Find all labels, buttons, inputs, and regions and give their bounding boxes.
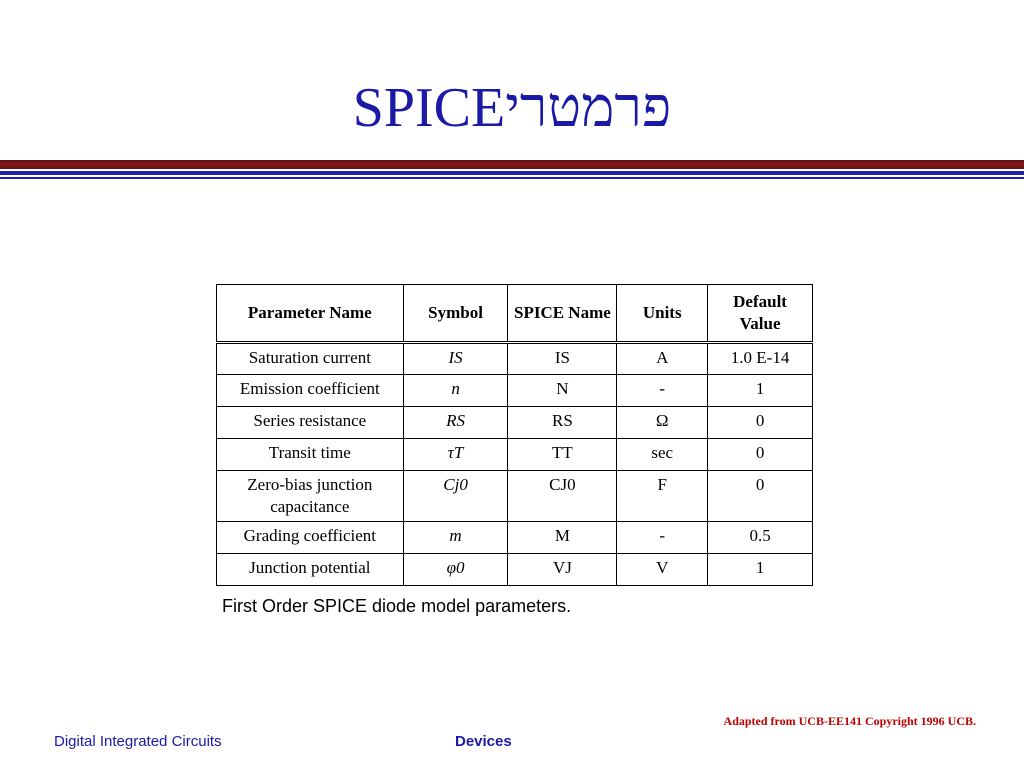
title-underline-blue-thick <box>0 171 1024 175</box>
units-cell: - <box>617 522 708 554</box>
symbol-cell: τT <box>403 439 508 471</box>
spice-name-cell: TT <box>508 439 617 471</box>
spice-name-cell: M <box>508 522 617 554</box>
footer-chapter-title: Devices <box>455 733 512 750</box>
units-cell: sec <box>617 439 708 471</box>
column-header: SPICE Name <box>508 285 617 343</box>
copyright-credit: Adapted from UCB-EE141 Copyright 1996 UCB. <box>723 714 976 728</box>
parameter-name-cell: Series resistance <box>217 407 404 439</box>
spice-name-cell: IS <box>508 343 617 375</box>
column-header: Default Value <box>708 285 813 343</box>
table-caption: First Order SPICE diode model parameters. <box>222 596 572 616</box>
symbol-cell: φ0 <box>403 554 508 586</box>
table-row <box>217 343 813 375</box>
default-value-cell: 1 <box>708 375 813 407</box>
symbol-cell: m <box>403 522 508 554</box>
symbol-cell: Cj0 <box>403 471 508 522</box>
symbol-cell: n <box>403 375 508 407</box>
default-value-cell: 0 <box>708 471 813 522</box>
parameter-name-cell: Grading coefficient <box>217 522 404 554</box>
parameter-name-cell: Transit time <box>217 439 404 471</box>
symbol-cell: RS <box>403 407 508 439</box>
table-row <box>217 554 813 586</box>
units-cell: F <box>617 471 708 522</box>
default-value-cell: 1 <box>708 554 813 586</box>
table-row <box>217 439 813 471</box>
units-cell: V <box>617 554 708 586</box>
spice-name-cell: N <box>508 375 617 407</box>
parameter-name-cell: Emission coefficient <box>217 375 404 407</box>
parameter-name-cell: Zero-bias junction capacitance <box>217 471 404 522</box>
spice-parameter-table <box>216 284 813 586</box>
parameter-name-cell: Saturation current <box>217 343 404 375</box>
default-value-cell: 0.5 <box>708 522 813 554</box>
spice-name-cell: RS <box>508 407 617 439</box>
table-header-row <box>217 285 813 343</box>
table-row <box>217 522 813 554</box>
table-row <box>217 471 813 522</box>
column-header: Parameter Name <box>217 285 404 343</box>
slide-title: SPICEפרמטרי <box>352 77 672 139</box>
default-value-cell: 0 <box>708 439 813 471</box>
table-row <box>217 407 813 439</box>
spice-name-cell: VJ <box>508 554 617 586</box>
spice-name-cell: CJ0 <box>508 471 617 522</box>
column-header: Units <box>617 285 708 343</box>
symbol-cell: IS <box>403 343 508 375</box>
units-cell: Ω <box>617 407 708 439</box>
units-cell: A <box>617 343 708 375</box>
default-value-cell: 1.0 E-14 <box>708 343 813 375</box>
title-underline-blue-thin <box>0 177 1024 179</box>
footer-course-title: Digital Integrated Circuits <box>54 733 222 750</box>
parameter-name-cell: Junction potential <box>217 554 404 586</box>
units-cell: - <box>617 375 708 407</box>
table-row <box>217 375 813 407</box>
title-underline-red <box>0 160 1024 169</box>
column-header: Symbol <box>403 285 508 343</box>
default-value-cell: 0 <box>708 407 813 439</box>
